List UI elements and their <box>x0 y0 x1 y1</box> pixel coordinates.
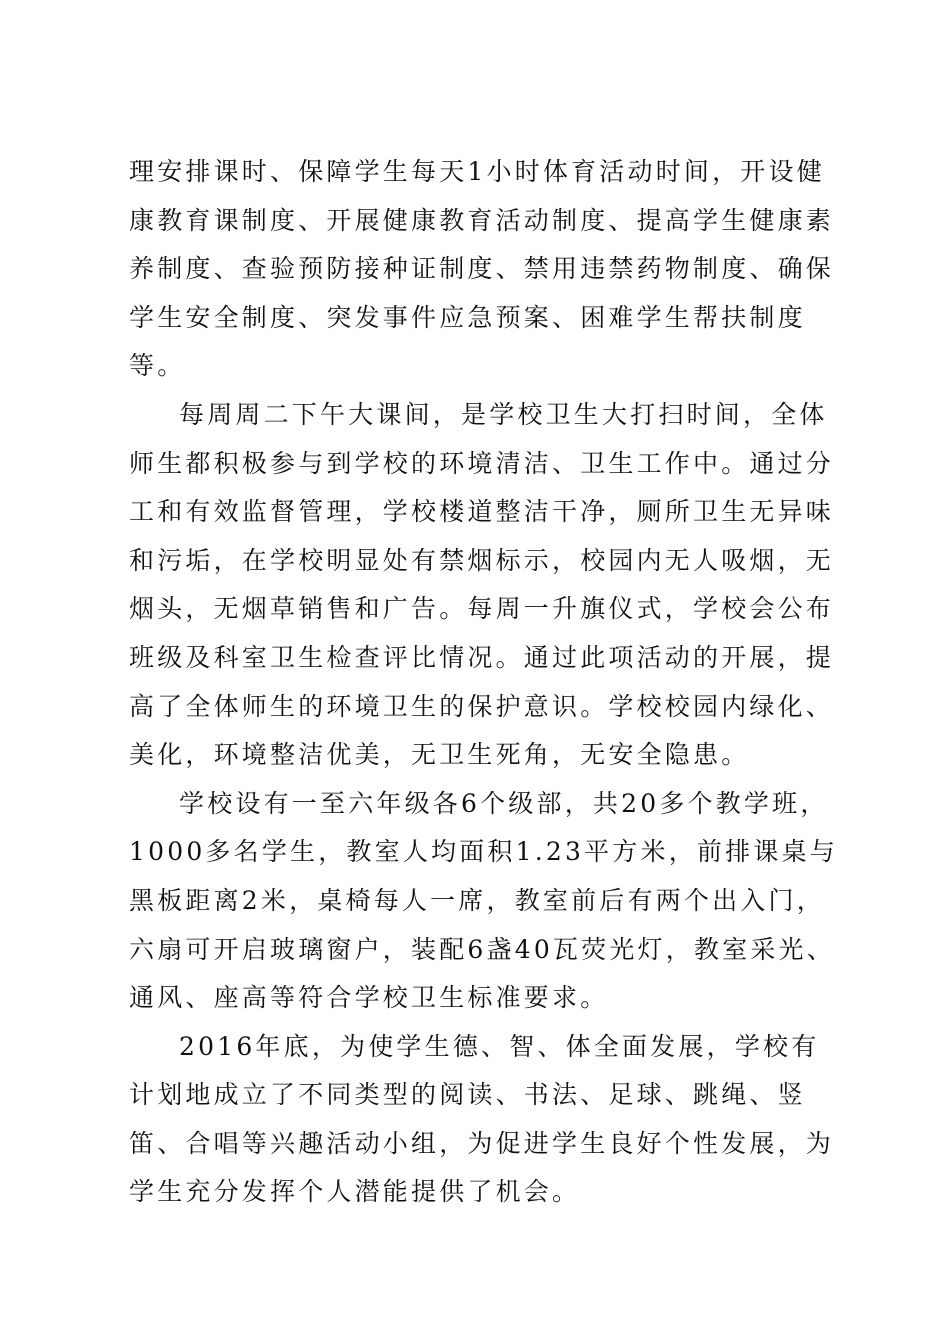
paragraph-continuation: 理安排课时、保障学生每天1小时体育活动时间，开设健康教育课制度、开展健康教育活动制度、提高学生健康素养制度、查验预防接种证制度、禁用违禁药物制度、确保学生安全制度、突发事件应急预案、困难学生帮扶制度等。 <box>129 157 835 381</box>
paragraph-cleaning: 每周周二下午大课间，是学校卫生大打扫时间，全体师生都积极参与到学校的环境清洁、卫生工作中。通过分工和有效监督管理，学校楼道整洁干净，厕所卫生无异味和污垢，在学校明显处有禁烟标示，校园内无人吸烟，无烟头，无烟草销售和广告。每周一升旗仪式，学校会公布班级及科室卫生检查评比情况。通过此项活动的开展，提高了全体师生的环境卫生的保护意识。学校校园内绿化、美化，环境整洁优美，无卫生死角，无安全隐患。 <box>129 399 835 770</box>
document-body <box>129 148 839 1217</box>
paragraph-classrooms: 学校设有一至六年级各6个级部，共20多个教学班，1000多名学生，教室人均面积1.23平方米，前排课桌与黑板距离2米，桌椅每人一席，教室前后有两个出入门，六扇可开启玻璃窗户，装配6盏40瓦荧光灯，教室采光、通风、座高等符合学校卫生标准要求。 <box>129 788 838 1013</box>
paragraph-activities: 2016年底，为使学生德、智、体全面发展，学校有计划地成立了不同类型的阅读、书法、足球、跳绳、竖笛、合唱等兴趣活动小组，为促进学生良好个性发展，为学生充分发挥个人潜能提供了机会。 <box>129 1031 835 1207</box>
